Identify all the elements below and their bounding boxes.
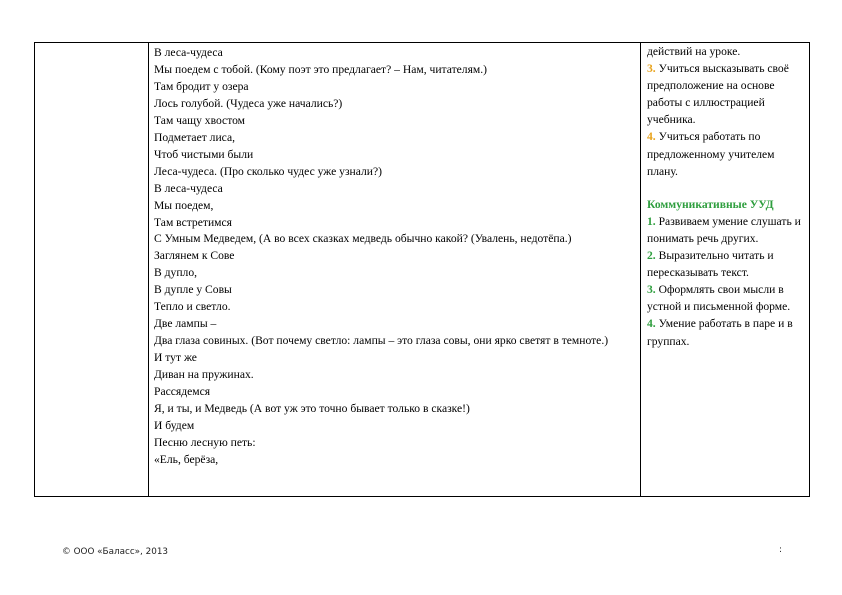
comm-item	[647, 281, 805, 315]
poem-line: Я, и ты, и Медведь (А вот уж это точно бывает только в сказке!)	[154, 402, 470, 416]
spacer	[647, 180, 805, 196]
comm-text: Развиваем умение слушать и понимать речь других.	[647, 214, 801, 245]
poem-line: Рассядемся	[154, 385, 211, 399]
lesson-table	[34, 42, 810, 497]
poem-line: Подметает лиса,	[154, 130, 236, 144]
goal-item-4	[647, 128, 805, 179]
poem-line: В леса-чудеса	[154, 46, 223, 59]
comm-text: Выразительно читать и пересказывать текст.	[647, 249, 774, 280]
poem-line: Мы поедем с тобой. (Кому поэт это предлагает? – Нам, читателям.)	[154, 62, 488, 76]
poem-line: Мы поедем,	[154, 198, 214, 212]
poem-line: Диван на пружинах.	[154, 368, 254, 382]
goal-item-3	[647, 60, 805, 128]
poem-line: Леса-чудеса. (Про сколько чудес уже узнали?)	[154, 164, 382, 178]
goal-number: 3.	[647, 62, 656, 76]
uud-column	[647, 43, 805, 350]
poem-line: «Ель, берёза,	[154, 452, 219, 466]
poem-line: Два глаза совиных. (Вот почему светло: лампы – это глаза совы, они ярко светят в темноте.)	[154, 334, 609, 348]
poem-line: Там бродит у озера	[154, 79, 249, 93]
poem-line: В дупло,	[154, 266, 198, 280]
poem-line: Лось голубой. (Чудеса уже начались?)	[154, 96, 343, 110]
comm-number: 3.	[647, 283, 656, 297]
communicative-uud-heading: Коммуникативные УУД	[647, 197, 774, 211]
poem-line: И тут же	[154, 351, 197, 365]
column-divider-right	[640, 43, 641, 496]
comm-text: Умение работать в паре и в группах.	[647, 317, 793, 348]
comm-item	[647, 213, 805, 247]
comm-number: 1.	[647, 214, 656, 228]
comm-item	[647, 247, 805, 281]
comm-number: 4.	[647, 317, 656, 331]
poem-column	[154, 45, 640, 469]
poem-line: Тепло и светло.	[154, 300, 231, 314]
poem-line: Песню лесную петь:	[154, 435, 256, 449]
comm-item	[647, 315, 805, 349]
column-divider-left	[148, 43, 149, 496]
copyright-footer: © ООО «Баласс», 2013	[62, 547, 169, 557]
goal-text: Учиться высказывать своё предположение на основе работы с иллюстрацией учебника.	[647, 62, 789, 127]
poem-line: Там чащу хвостом	[154, 113, 246, 127]
page-mark: :	[779, 545, 783, 555]
poem-line: В леса-чудеса	[154, 181, 223, 195]
goal-number: 4.	[647, 130, 656, 144]
comm-number: 2.	[647, 249, 656, 263]
comm-text: Оформлять свои мысли в устной и письменной форме.	[647, 283, 791, 314]
poem-line: Заглянем к Сове	[154, 249, 235, 263]
goal-text: Учиться работать по предложенному учителем плану.	[647, 130, 775, 178]
goals-continuation: действий на уроке.	[647, 45, 741, 58]
poem-line: Чтоб чистыми были	[154, 147, 254, 161]
poem-line: С Умным Медведем, (А во всех сказках медведь обычно какой? (Увалень, недотёпа.)	[154, 232, 572, 246]
poem-line: И будем	[154, 418, 195, 432]
poem-line: Там встретимся	[154, 215, 232, 229]
poem-line: Две лампы –	[154, 317, 217, 331]
poem-line: В дупле у Совы	[154, 283, 232, 297]
